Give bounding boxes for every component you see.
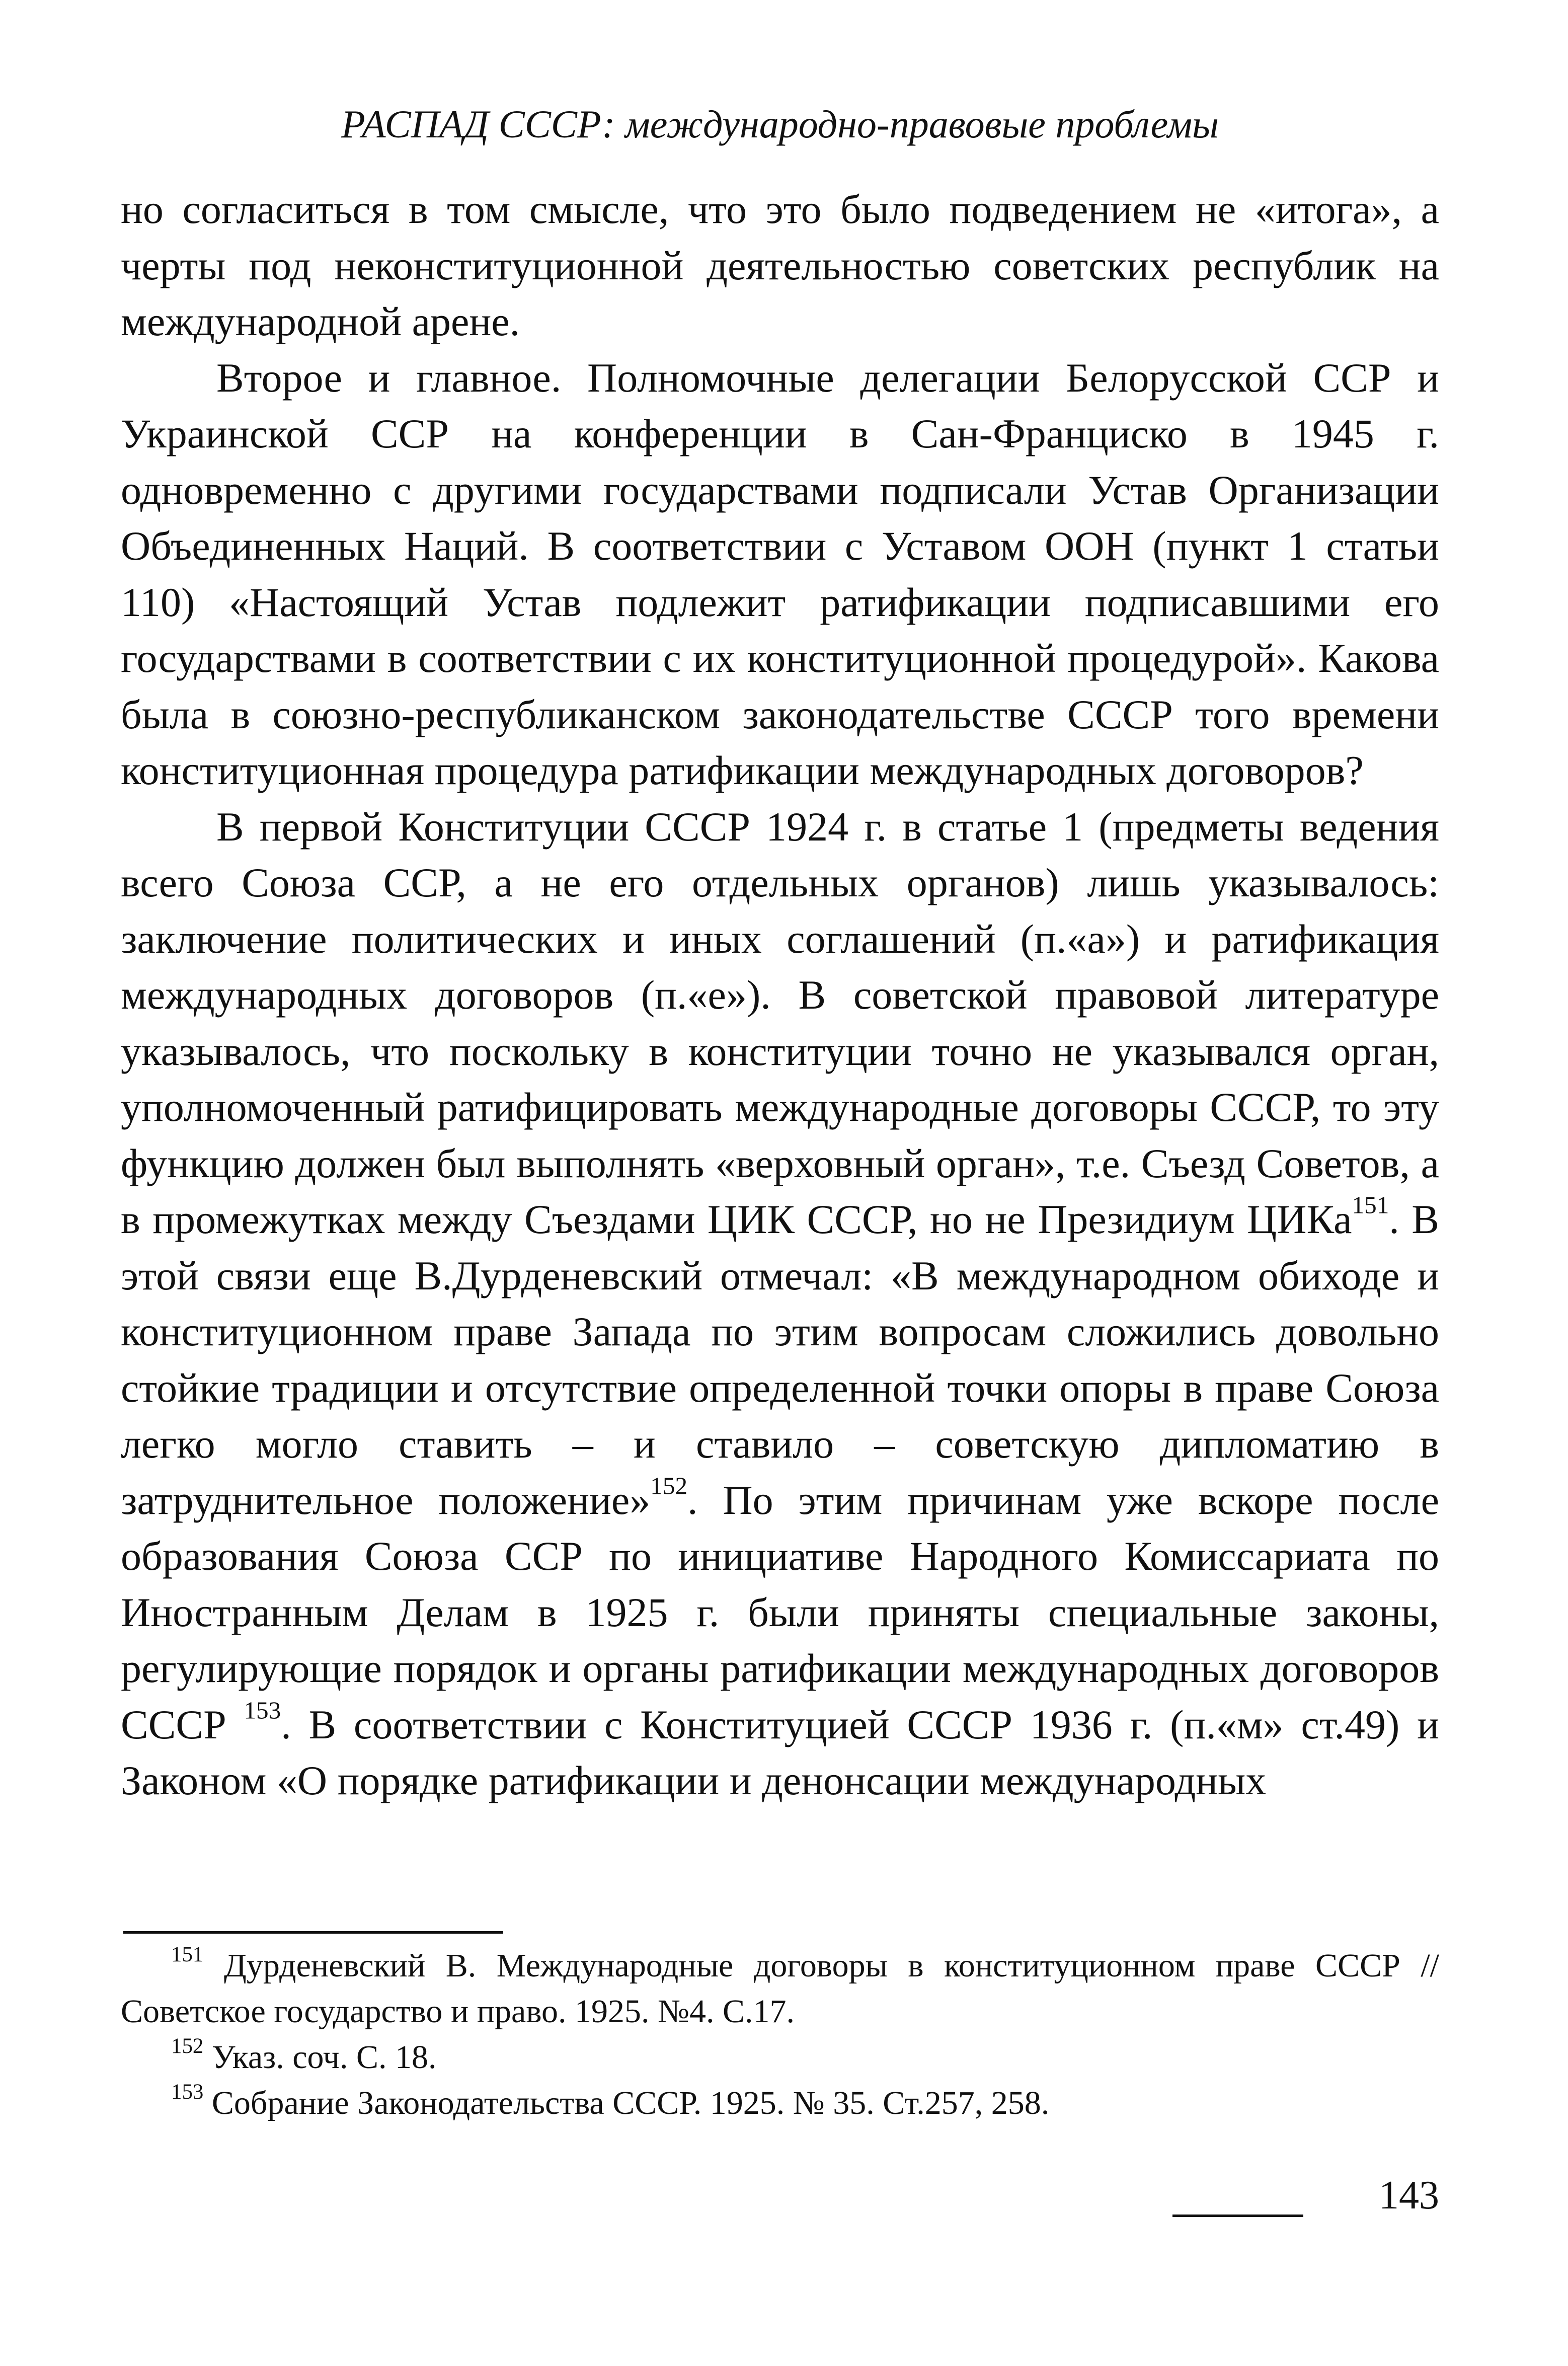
footnote (121, 2080, 1439, 2126)
footnote-number: 151 (171, 1942, 204, 1966)
page-number-rule (1172, 2215, 1303, 2217)
footnote-text: Собрание Законодательства СССР. 1925. № 35. Ст.257, 258. (211, 2085, 1050, 2121)
footnote-text: Дурденевский В. Международные договоры в конституционном праве СССР // Советское государство и право. 1925. №4. С.17. (121, 1947, 1439, 2030)
page-number: 143 (1379, 2173, 1439, 2218)
footnote-reference: 152 (650, 1472, 688, 1500)
footnote-number: 152 (171, 2034, 204, 2058)
paragraph-text: Второе и главное. Полномочные делегации Белорусской ССР и Украинской ССР на конференции в Сан-Франциско в 1945 г. одновременно с другими государствами подписали Устав Организации Объединенных Наций. В соответствии с Уставом ООН (пункт 1 статьи 110) «Настоящий Устав подлежит ратификации подписавшими его государствами в соответствии с их конституционной процедурой». Какова была в союзно-республиканском законодательстве СССР того времени конституционная процедура ратификации международных договоров? (121, 354, 1439, 793)
paragraph-text: . В соответствии с Конституцией СССР 1936 г. (п.«м» ст.49) и Законом «О порядке ратификации и денонсации международных (121, 1701, 1440, 1803)
footnote-reference: 151 (1352, 1191, 1389, 1219)
main-text (121, 181, 1439, 1809)
paragraph (121, 799, 1439, 1809)
footnote-text: Указ. соч. С. 18. (211, 2039, 437, 2076)
paragraph (121, 181, 1439, 350)
footnote-number: 153 (171, 2080, 204, 2104)
paragraph-text: В первой Конституции СССР 1924 г. в статье 1 (предметы ведения всего Союза ССР, а не его отдельных органов) лишь указывалось: заключение политических и иных соглашений (п.«а») и ратификация международных договоров (п.«е»). В советской правовой литературе указывалось, что поскольку в конституции точно не указывался орган, уполномоченный ратифицировать международные договоры СССР, то эту функцию должен был выполнять «верховный орган», т.е. Съезд Советов, а в промежутках между Съездами ЦИК СССР, но не Президиум ЦИКа (121, 803, 1439, 1242)
paragraph (121, 350, 1439, 799)
footnote (121, 1943, 1439, 2034)
footnotes (121, 1943, 1439, 2126)
paragraph-text: . По этим причинам уже вскоре после образования Союза ССР по инициативе Народного Комиссариата по Иностранным Делам в 1925 г. были приняты специальные законы, регулирующие порядок и органы ратификации международных договоров СССР (121, 1477, 1439, 1747)
footnote-reference: 153 (244, 1696, 281, 1724)
paragraph-text: но согласиться в том смысле, что это было подведением не «итога», а черты под неконституционной деятельностью советских республик на международной арене. (121, 186, 1439, 344)
footnote-separator (123, 1931, 503, 1934)
running-header: РАСПАД СССР: международно-правовые проблемы (341, 102, 1219, 146)
footnote (121, 2034, 1439, 2080)
paragraph-text: . В этой связи еще В.Дурденевский отмечал: «В международном обиходе и конституционном праве Запада по этим вопросам сложились довольно стойкие традиции и отсутствие определенной точки опоры в праве Союза легко могло ставить – и ставило – советскую дипломатию в затруднительное положение» (121, 1196, 1440, 1523)
